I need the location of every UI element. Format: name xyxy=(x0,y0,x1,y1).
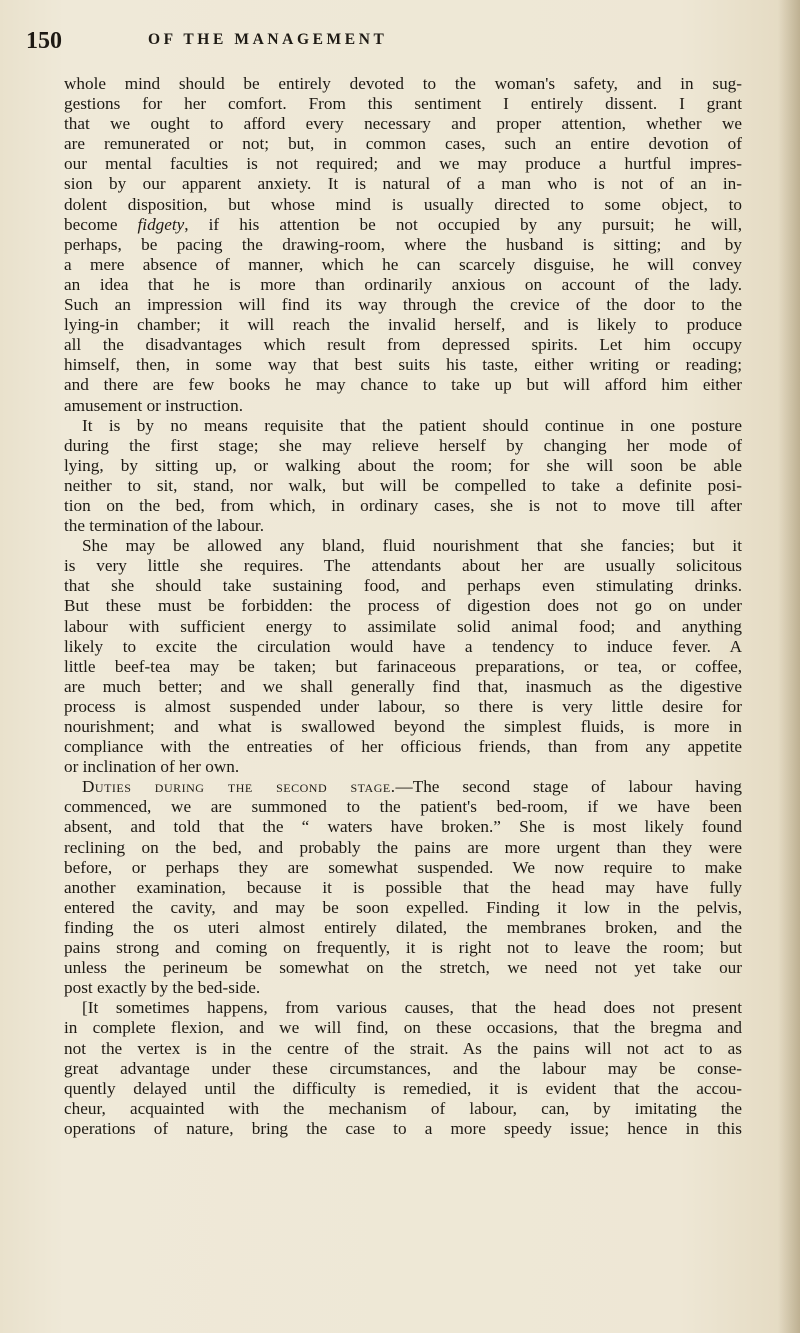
text-line: operations of nature, bring the case to a more speedy issue; hence in this xyxy=(64,1118,742,1138)
text-line: a mere absence of manner, which he can scarcely disguise, he will convey xyxy=(64,254,742,274)
text-line: sion by our apparent anxiety. It is natural of a man who is not of an in- xyxy=(64,174,742,194)
text-line: are much better; and we shall generally find that, inasmuch as the digestive xyxy=(64,676,742,696)
text-line: commenced, we are summoned to the patient's bed-room, if we have been xyxy=(64,797,742,817)
text-line: process is almost suspended under labour, so there is very little desire for xyxy=(64,696,742,716)
text-line: are remunerated or not; but, in common cases, such an entire devotion of xyxy=(64,134,742,154)
text-line: and there are few books he may chance to take up but will afford him either xyxy=(64,375,742,395)
page-header xyxy=(26,28,742,56)
text-line: cheur, acquainted with the mechanism of labour, can, by imitating the xyxy=(64,1098,742,1118)
text-line: dolent disposition, but whose mind is usually directed to some object, to xyxy=(64,194,742,214)
text-line: that we ought to afford every necessary and proper attention, whether we xyxy=(64,114,742,134)
italic-word: fidgety xyxy=(137,214,185,234)
text-line: compliance with the entreaties of her officious friends, than from any appetite xyxy=(64,737,742,757)
text-line: amusement or instruction. xyxy=(64,395,244,415)
text-line: gestions for her comfort. From this sentiment I entirely dissent. I grant xyxy=(64,94,742,114)
text-line: absent, and told that the “ waters have broken.” She is most likely found xyxy=(64,817,742,837)
text-line: the termination of the labour. xyxy=(64,516,264,536)
paragraph-1 xyxy=(64,74,742,416)
text-line: little beef-tea may be taken; but farinaceous preparations, or tea, or coffee, xyxy=(64,656,742,676)
text-line: all the disadvantages which result from depressed spirits. Let him occupy xyxy=(64,335,742,355)
text-line: nourishment; and what is swallowed beyond the simplest fluids, is more in xyxy=(64,717,742,736)
text-line: entered the cavity, and may be soon expelled. Finding it low in the pelvis, xyxy=(64,897,742,917)
text-line: tion on the bed, from which, in ordinary cases, she is not to move till after xyxy=(64,495,742,515)
body-text xyxy=(64,74,742,1139)
page-edge-shadow xyxy=(778,0,800,1333)
text-line: before, or perhaps they are somewhat suspended. We now require to make xyxy=(64,857,742,877)
text-line: But these must be forbidden: the process of digestion does not go on under xyxy=(64,596,742,616)
text-line: himself, then, in some way that best suits his taste, either writing or reading; xyxy=(64,355,742,375)
paragraph-5 xyxy=(64,998,742,1139)
text-line: perhaps, be pacing the drawing-room, where the husband is sitting; and by xyxy=(64,234,742,254)
text-line: quently delayed until the difficulty is remedied, it is evident that the accou- xyxy=(64,1078,742,1098)
text-line: lying-in chamber; it will reach the invalid herself, and is likely to produce xyxy=(64,315,742,335)
text-line: reclining on the bed, and probably the pains are more urgent than they were xyxy=(64,837,742,857)
text-line: lying, by sitting up, or walking about the room; for she will soon be able xyxy=(64,455,742,475)
text-line: unless the perineum be somewhat on the stretch, we need not yet take our xyxy=(64,958,742,978)
text-line: or inclination of her own. xyxy=(64,757,240,777)
text-line: It is by no means requisite that the patient should continue in one posture xyxy=(82,415,742,435)
text-line: an idea that he is more than ordinarily anxious on account of the lady. xyxy=(64,274,742,294)
running-head: OF THE MANAGEMENT xyxy=(148,31,388,48)
text-line: great advantage under these circumstances, and the labour may be conse- xyxy=(64,1058,742,1078)
text-line: another examination, because it is possible that the head may have fully xyxy=(64,877,742,897)
section-heading: Duties during the second stage. xyxy=(82,777,396,797)
text-line: in complete flexion, and we will find, on these occasions, that the bregma and xyxy=(64,1018,742,1038)
page-number: 150 xyxy=(26,28,62,54)
paragraph-3 xyxy=(64,536,742,777)
text-line: likely to excite the circulation would have a tendency to induce fever. A xyxy=(64,636,742,656)
text-line: neither to sit, stand, nor walk, but will be compelled to take a definite posi- xyxy=(64,475,742,495)
paragraph-4 xyxy=(64,777,742,998)
paragraph-2 xyxy=(64,416,742,537)
text-line: during the first stage; she may relieve herself by changing her mode of xyxy=(64,435,742,455)
text-line: become fidgety, if his attention be not occupied by any pursuit; he will, xyxy=(64,214,742,234)
text-line: that she should take sustaining food, and perhaps even stimulating drinks. xyxy=(64,576,742,596)
text-line: Such an impression will find its way through the crevice of the door to the xyxy=(64,295,742,315)
text-line: labour with sufficient energy to assimilate solid animal food; and anything xyxy=(64,616,742,636)
text-line: is very little she requires. The attendants about her are usually solicitous xyxy=(64,556,742,576)
text-line: whole mind should be entirely devoted to the woman's safety, and in sug- xyxy=(64,74,742,93)
text-line: not the vertex is in the centre of the strait. As the pains will not act to as xyxy=(64,1038,742,1058)
text-line: She may be allowed any bland, fluid nourishment that she fancies; but it xyxy=(82,536,742,556)
text-line: post exactly by the bed-side. xyxy=(64,978,261,998)
text-line: pains strong and coming on frequently, it is right not to leave the room; but xyxy=(64,938,742,958)
text-line: our mental faculties is not required; and we may produce a hurtful impres- xyxy=(64,154,742,174)
text-line: [It sometimes happens, from various causes, that the head does not present xyxy=(82,998,742,1018)
text-line: Duties during the second stage.—The second stage of labour having xyxy=(82,777,742,797)
text-line: finding the os uteri almost entirely dilated, the membranes broken, and the xyxy=(64,917,742,937)
